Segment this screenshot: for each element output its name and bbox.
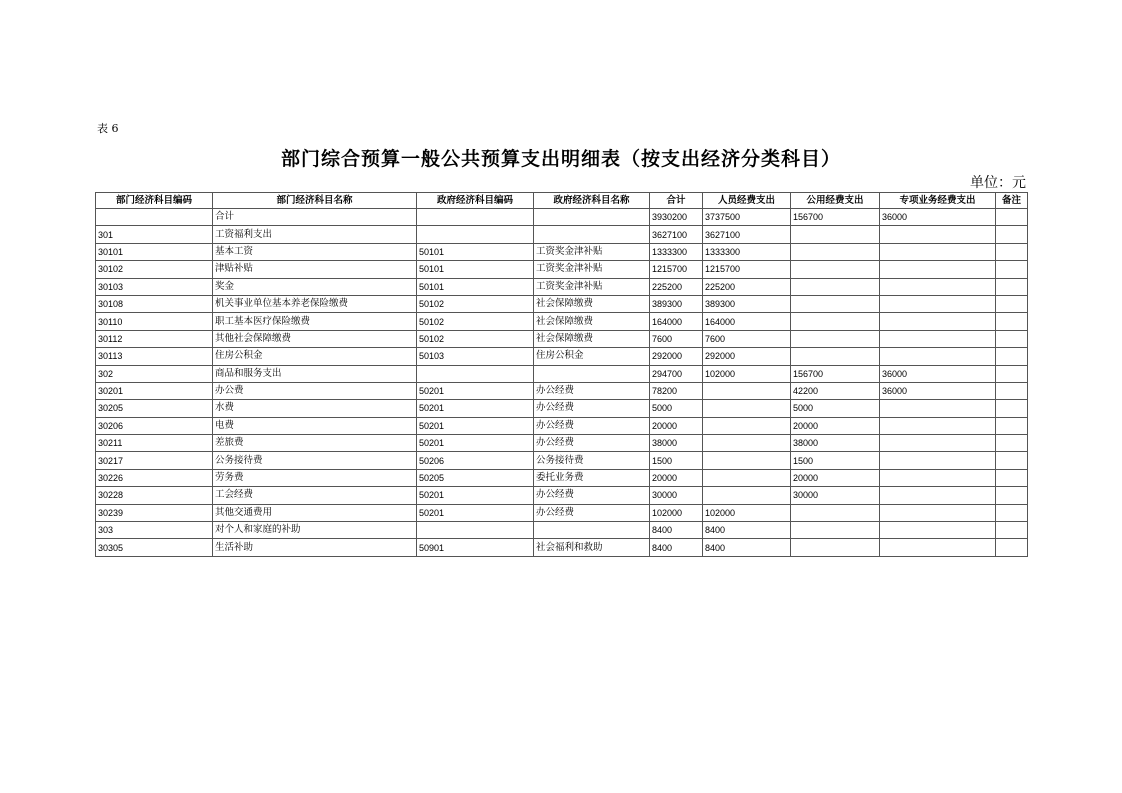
table-row (96, 209, 1028, 226)
special-cell (880, 522, 996, 539)
gov-name-cell (534, 226, 650, 243)
dept-code-cell: 30113 (96, 348, 213, 365)
special-cell (880, 295, 996, 312)
public-cell: 38000 (791, 435, 880, 452)
total-cell: 8400 (650, 522, 703, 539)
dept-code-cell (96, 209, 213, 226)
gov-code-cell: 50201 (417, 487, 534, 504)
dept-code-cell: 30103 (96, 278, 213, 295)
special-cell (880, 348, 996, 365)
personnel-cell: 8400 (703, 539, 791, 556)
table-row (96, 504, 1028, 521)
total-cell: 294700 (650, 365, 703, 382)
table-row (96, 365, 1028, 382)
gov-code-cell: 50901 (417, 539, 534, 556)
gov-code-cell (417, 365, 534, 382)
gov-code-cell: 50201 (417, 400, 534, 417)
dept-name-cell: 差旅费 (213, 435, 417, 452)
dept-code-cell: 302 (96, 365, 213, 382)
personnel-cell: 225200 (703, 278, 791, 295)
total-cell: 30000 (650, 487, 703, 504)
gov-name-cell: 办公经费 (534, 504, 650, 521)
gov-code-cell: 50102 (417, 330, 534, 347)
dept-name-cell: 基本工资 (213, 243, 417, 260)
column-header: 专项业务经费支出 (880, 193, 996, 209)
column-header: 人员经费支出 (703, 193, 791, 209)
gov-code-cell: 50102 (417, 313, 534, 330)
special-cell: 36000 (880, 365, 996, 382)
dept-code-cell: 30205 (96, 400, 213, 417)
budget-detail-table (95, 192, 1028, 557)
public-cell (791, 226, 880, 243)
public-cell: 42200 (791, 382, 880, 399)
gov-name-cell: 工资奖金津补贴 (534, 243, 650, 260)
table-body (96, 209, 1028, 557)
gov-code-cell: 50201 (417, 504, 534, 521)
gov-name-cell (534, 209, 650, 226)
dept-code-cell: 30101 (96, 243, 213, 260)
table-row (96, 261, 1028, 278)
gov-code-cell: 50102 (417, 295, 534, 312)
public-cell (791, 313, 880, 330)
personnel-cell (703, 435, 791, 452)
remark-cell (996, 261, 1028, 278)
remark-cell (996, 348, 1028, 365)
personnel-cell: 102000 (703, 365, 791, 382)
table-row (96, 330, 1028, 347)
total-cell: 225200 (650, 278, 703, 295)
dept-name-cell: 职工基本医疗保险缴费 (213, 313, 417, 330)
total-cell: 20000 (650, 469, 703, 486)
special-cell (880, 226, 996, 243)
dept-name-cell: 对个人和家庭的补助 (213, 522, 417, 539)
table-row (96, 435, 1028, 452)
remark-cell (996, 278, 1028, 295)
gov-name-cell: 工资奖金津补贴 (534, 278, 650, 295)
total-cell: 20000 (650, 417, 703, 434)
dept-name-cell: 商品和服务支出 (213, 365, 417, 382)
remark-cell (996, 417, 1028, 434)
special-cell (880, 487, 996, 504)
gov-code-cell: 50205 (417, 469, 534, 486)
special-cell (880, 313, 996, 330)
gov-name-cell: 社会保障缴费 (534, 295, 650, 312)
dept-name-cell: 劳务费 (213, 469, 417, 486)
gov-code-cell (417, 226, 534, 243)
table-row (96, 400, 1028, 417)
column-header: 部门经济科目名称 (213, 193, 417, 209)
gov-name-cell: 社会保障缴费 (534, 313, 650, 330)
personnel-cell (703, 487, 791, 504)
personnel-cell: 164000 (703, 313, 791, 330)
total-cell: 7600 (650, 330, 703, 347)
table-row (96, 487, 1028, 504)
remark-cell (996, 504, 1028, 521)
gov-code-cell: 50101 (417, 243, 534, 260)
gov-code-cell (417, 522, 534, 539)
table-row (96, 243, 1028, 260)
personnel-cell: 1333300 (703, 243, 791, 260)
total-cell: 164000 (650, 313, 703, 330)
personnel-cell: 3737500 (703, 209, 791, 226)
public-cell (791, 295, 880, 312)
public-cell: 20000 (791, 417, 880, 434)
dept-code-cell: 30305 (96, 539, 213, 556)
public-cell (791, 243, 880, 260)
gov-name-cell: 委托业务费 (534, 469, 650, 486)
total-cell: 102000 (650, 504, 703, 521)
gov-name-cell (534, 522, 650, 539)
table-row (96, 452, 1028, 469)
dept-name-cell: 工资福利支出 (213, 226, 417, 243)
dept-name-cell: 生活补助 (213, 539, 417, 556)
column-header: 合计 (650, 193, 703, 209)
column-header: 公用经费支出 (791, 193, 880, 209)
total-cell: 3930200 (650, 209, 703, 226)
remark-cell (996, 522, 1028, 539)
remark-cell (996, 243, 1028, 260)
special-cell (880, 417, 996, 434)
remark-cell (996, 539, 1028, 556)
dept-name-cell: 公务接待费 (213, 452, 417, 469)
gov-code-cell: 50206 (417, 452, 534, 469)
dept-code-cell: 30112 (96, 330, 213, 347)
special-cell (880, 278, 996, 295)
dept-code-cell: 30102 (96, 261, 213, 278)
dept-code-cell: 30211 (96, 435, 213, 452)
dept-name-cell: 水费 (213, 400, 417, 417)
remark-cell (996, 295, 1028, 312)
total-cell: 1215700 (650, 261, 703, 278)
gov-name-cell: 办公经费 (534, 435, 650, 452)
gov-name-cell: 社会保障缴费 (534, 330, 650, 347)
unit-label: 单位：元 (970, 175, 1026, 191)
personnel-cell: 1215700 (703, 261, 791, 278)
column-header: 政府经济科目编码 (417, 193, 534, 209)
column-header: 部门经济科目编码 (96, 193, 213, 209)
total-cell: 292000 (650, 348, 703, 365)
special-cell (880, 504, 996, 521)
total-cell: 8400 (650, 539, 703, 556)
remark-cell (996, 469, 1028, 486)
personnel-cell: 292000 (703, 348, 791, 365)
dept-name-cell: 津贴补贴 (213, 261, 417, 278)
gov-name-cell: 公务接待费 (534, 452, 650, 469)
total-cell: 389300 (650, 295, 703, 312)
special-cell (880, 330, 996, 347)
total-cell: 1500 (650, 452, 703, 469)
dept-code-cell: 30201 (96, 382, 213, 399)
column-header: 备注 (996, 193, 1028, 209)
table-header-row (96, 193, 1028, 209)
gov-code-cell: 50103 (417, 348, 534, 365)
table-row (96, 522, 1028, 539)
public-cell: 5000 (791, 400, 880, 417)
remark-cell (996, 487, 1028, 504)
public-cell (791, 330, 880, 347)
public-cell (791, 522, 880, 539)
column-header: 政府经济科目名称 (534, 193, 650, 209)
table-row (96, 382, 1028, 399)
remark-cell (996, 452, 1028, 469)
personnel-cell (703, 400, 791, 417)
table-row (96, 295, 1028, 312)
gov-name-cell: 办公经费 (534, 400, 650, 417)
dept-code-cell: 30108 (96, 295, 213, 312)
gov-code-cell: 50201 (417, 382, 534, 399)
gov-name-cell: 社会福利和救助 (534, 539, 650, 556)
gov-code-cell: 50201 (417, 435, 534, 452)
dept-name-cell: 住房公积金 (213, 348, 417, 365)
dept-name-cell: 奖金 (213, 278, 417, 295)
dept-name-cell: 其他交通费用 (213, 504, 417, 521)
personnel-cell: 3627100 (703, 226, 791, 243)
personnel-cell (703, 417, 791, 434)
personnel-cell (703, 452, 791, 469)
public-cell: 156700 (791, 365, 880, 382)
page-title: 部门综合预算一般公共预算支出明细表（按支出经济分类科目） (280, 148, 841, 170)
public-cell (791, 348, 880, 365)
personnel-cell: 8400 (703, 522, 791, 539)
dept-code-cell: 30226 (96, 469, 213, 486)
gov-code-cell: 50101 (417, 261, 534, 278)
remark-cell (996, 382, 1028, 399)
table-row (96, 417, 1028, 434)
dept-code-cell: 301 (96, 226, 213, 243)
public-cell: 30000 (791, 487, 880, 504)
special-cell: 36000 (880, 382, 996, 399)
special-cell (880, 469, 996, 486)
public-cell: 20000 (791, 469, 880, 486)
special-cell (880, 261, 996, 278)
table-row (96, 539, 1028, 556)
dept-name-cell: 合计 (213, 209, 417, 226)
special-cell (880, 539, 996, 556)
dept-code-cell: 303 (96, 522, 213, 539)
table-row (96, 348, 1028, 365)
gov-name-cell: 工资奖金津补贴 (534, 261, 650, 278)
personnel-cell: 7600 (703, 330, 791, 347)
remark-cell (996, 365, 1028, 382)
total-cell: 78200 (650, 382, 703, 399)
dept-code-cell: 30239 (96, 504, 213, 521)
total-cell: 5000 (650, 400, 703, 417)
dept-code-cell: 30217 (96, 452, 213, 469)
table-row (96, 313, 1028, 330)
remark-cell (996, 209, 1028, 226)
remark-cell (996, 330, 1028, 347)
total-cell: 1333300 (650, 243, 703, 260)
public-cell (791, 504, 880, 521)
special-cell: 36000 (880, 209, 996, 226)
special-cell (880, 243, 996, 260)
dept-code-cell: 30228 (96, 487, 213, 504)
gov-name-cell: 办公经费 (534, 382, 650, 399)
dept-code-cell: 30110 (96, 313, 213, 330)
personnel-cell: 102000 (703, 504, 791, 521)
table-row (96, 278, 1028, 295)
special-cell (880, 452, 996, 469)
special-cell (880, 400, 996, 417)
remark-cell (996, 400, 1028, 417)
table-row (96, 226, 1028, 243)
table-number-label: 表 6 (97, 122, 119, 135)
gov-name-cell: 住房公积金 (534, 348, 650, 365)
personnel-cell (703, 382, 791, 399)
total-cell: 3627100 (650, 226, 703, 243)
remark-cell (996, 313, 1028, 330)
gov-name-cell: 办公经费 (534, 487, 650, 504)
personnel-cell: 389300 (703, 295, 791, 312)
gov-code-cell: 50201 (417, 417, 534, 434)
gov-name-cell: 办公经费 (534, 417, 650, 434)
dept-name-cell: 办公费 (213, 382, 417, 399)
gov-code-cell (417, 209, 534, 226)
gov-name-cell (534, 365, 650, 382)
dept-name-cell: 其他社会保障缴费 (213, 330, 417, 347)
total-cell: 38000 (650, 435, 703, 452)
public-cell (791, 539, 880, 556)
remark-cell (996, 226, 1028, 243)
public-cell: 156700 (791, 209, 880, 226)
special-cell (880, 435, 996, 452)
public-cell (791, 278, 880, 295)
remark-cell (996, 435, 1028, 452)
personnel-cell (703, 469, 791, 486)
dept-code-cell: 30206 (96, 417, 213, 434)
dept-name-cell: 工会经费 (213, 487, 417, 504)
public-cell: 1500 (791, 452, 880, 469)
table-row (96, 469, 1028, 486)
gov-code-cell: 50101 (417, 278, 534, 295)
dept-name-cell: 机关事业单位基本养老保险缴费 (213, 295, 417, 312)
public-cell (791, 261, 880, 278)
dept-name-cell: 电费 (213, 417, 417, 434)
